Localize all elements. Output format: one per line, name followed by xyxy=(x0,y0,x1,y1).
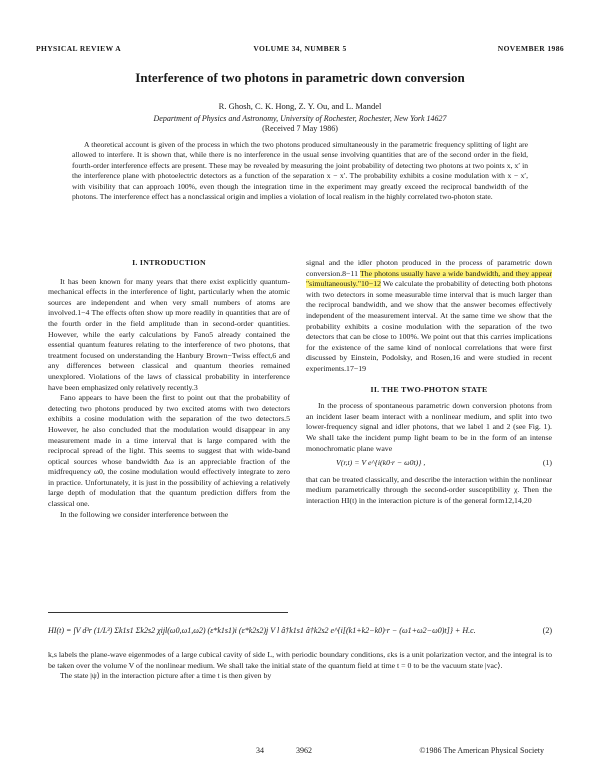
section-heading-introduction: I. INTRODUCTION xyxy=(132,258,206,267)
paragraph: Fano appears to have been the first to point out that the probability of detecting two photons produced by two excited atoms with two detectors exhibits a cosine modulation with the separation of the two detectors.5 However, he also concluded that the modulation would disappear in any measurement made in a time interval that is large compared with the reciprocal spread of the light. This seems to suggest that with wide-band optical sources whose bandwidth Δω is an appreciable fraction of the midfrequency ω0, the cosine modulation would effectively integrate to zero in practice. Unfortunately, it is just in the possibility of achieving a relatively large depth of modulation that the quantum prediction differs from the classical one. xyxy=(48,393,290,509)
issue-date: NOVEMBER 1986 xyxy=(497,44,564,53)
section-heading-two-photon-state: II. THE TWO-PHOTON STATE xyxy=(370,384,488,394)
received-date: (Received 7 May 1986) xyxy=(262,124,338,133)
paragraph: k,s labels the plane-wave eigenmodes of a large cubical cavity of side L, with periodic boundary conditions, εks is a unit polarization vector, and the integral is to be taken over the volume V of the nonlinear medium. We shall take the initial state of the quantum field at time t = 0 to be the vacuum state |vac⟩. xyxy=(48,650,552,670)
paragraph: It has been known for many years that there exist explicitly quantum-mechanical effects in the interference of light, particularly when the atomic sources are independent and when very small numbers of atoms are involved.1−4 The effects often show up more readily in quantities that are of the fourth order in the field amplitude than in second-order quantities. However, while the early calculations by Fano5 already contained the essential quantum features relating to the interference of two photons, that treatment focused on understanding the Hanbury Brown−Twiss effect,6 and any differences between classical and quantum theories remained unexplored. Violations of the laws of classical probability in interference have been emphasized only relatively recently.3 xyxy=(48,276,290,392)
paragraph: The state |ψ⟩ in the interaction picture after a time t is then given by xyxy=(60,671,272,681)
volume-number: VOLUME 34, NUMBER 5 xyxy=(253,44,347,53)
paragraph: In the process of spontaneous parametric down conversion photons from an incident laser beam interact with a nonlinear medium, and split into two lower-frequency signal and idler photons, that we label 1 and 2 (see Fig. 1). We shall take the incident pump light beam to be in the form of an intense monochromatic plane wave xyxy=(306,401,552,453)
text-run: signal and the idler photon produced in the process of parametric down conversion.8−11 xyxy=(306,258,552,278)
equation-number: (1) xyxy=(542,458,552,468)
right-column xyxy=(306,258,552,506)
paragraph: In the following we consider interference between the xyxy=(60,509,229,519)
journal-name: PHYSICAL REVIEW A xyxy=(36,44,122,53)
paragraph xyxy=(306,258,552,375)
bottom-text xyxy=(48,650,552,682)
copyright: ©1986 The American Physical Society xyxy=(419,746,544,755)
page-number: 3962 xyxy=(296,746,312,755)
left-column xyxy=(48,258,290,520)
text-run: We calculate the probability of detecting both photons with two detectors in some measurable time interval that is much larger than the reciprocal bandwidth, and we show that the answer becomes effectively independent of the measurement interval. At the same time we show that the probability exhibits a cosine modulation with the separation of the two detectors that can be close to 100%. We point out that this carries implications for the existence of the same kind of nonlocal correlations that were first discussed by Einstein, Podolsky, and Rosen,16 and were studied in recent experiments.17−19 xyxy=(306,279,552,373)
author-list: R. Ghosh, C. K. Hong, Z. Y. Ou, and L. Mandel xyxy=(218,101,382,111)
highlighted-text: The photons usually have a wide bandwidth, and they appear "simultaneously."10−12 xyxy=(306,268,552,289)
footnote-rule xyxy=(48,612,288,613)
equation-body: HI(t) = ∫V d³r (1/L³) Σk1s1 Σk2s2 χijl(ω0,ω1,ω2) (ε*k1s1)i (ε*k2s2)j V l â†k1s1 â†k2s2 e^{i[(k1+k2−k0)·r − (ω1+ω2−ω0)t]} + H.c. xyxy=(48,626,476,635)
page-footer xyxy=(36,746,564,758)
equation-1 xyxy=(306,458,552,469)
equation-2 xyxy=(48,626,552,635)
affiliation: Department of Physics and Astronomy, University of Rochester, Rochester, New York 14627 xyxy=(153,114,447,123)
paper-title: Interference of two photons in parametric down conversion xyxy=(135,70,465,85)
abstract: A theoretical account is given of the process in which the two photons produced simultaneously in the parametric frequency splitting of light are allowed to interfere. It is shown that, while there is no interference in the usual sense involving quantities that are of the second order in the field, fourth-order interference effects are present. These may be revealed by measuring the joint probability of detecting two photons at two points x, x′ in the interference plane with photoelectric detectors as a function of the separation x − x′. The probability exhibits a cosine modulation with x − x′, with visibility that can approach 100%, even though the integration time in the experiment may greatly exceed the reciprocal bandwidth of the photons. The interference effect has a nonclassical origin and implies a violation of local realism in the highly correlated two-photon state. xyxy=(72,140,528,202)
paragraph: that can be treated classically, and describe the interaction within the nonlinear medium parametrically through the second-order susceptibility χ. Then the interaction HI(t) in the interaction picture is of the general form12,14,20 xyxy=(306,474,552,505)
equation-body: V(r,t) = V e^{i(k0·r − ω0t)} , xyxy=(336,458,426,468)
equation-number: (2) xyxy=(542,626,552,635)
volume-ref: 34 xyxy=(256,746,264,755)
running-head xyxy=(36,44,564,56)
